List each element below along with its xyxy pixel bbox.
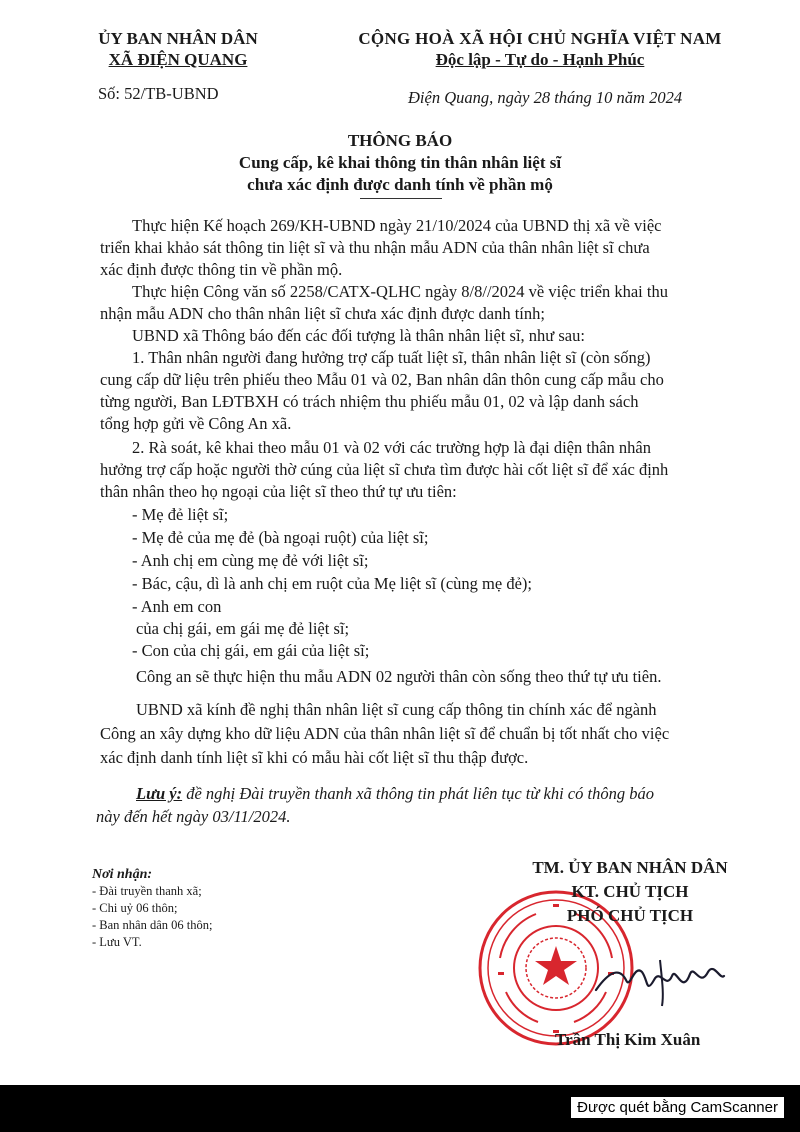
- note-label: Lưu ý:: [136, 784, 183, 803]
- body-line: Công an xây dựng kho dữ liệu ADN của thân nhân liệt sĩ để chuẩn bị tốt nhất cho việc: [100, 724, 670, 743]
- body-line: UBND xã kính đề nghị thân nhân liệt sĩ cung cấp thông tin chính xác để ngành: [136, 700, 657, 719]
- title-underline: [360, 198, 442, 199]
- country-name: CỘNG HOÀ XÃ HỘI CHỦ NGHĨA VIỆT NAM: [358, 29, 722, 48]
- recipients-heading: Nơi nhận:: [92, 867, 153, 882]
- body-line: UBND xã Thông báo đến các đối tượng là thân nhân liệt sĩ, như sau:: [132, 326, 585, 345]
- national-motto: [305, 28, 775, 70]
- recipient-item: - Đài truyền thanh xã;: [92, 884, 202, 898]
- recipient-item: - Ban nhân dân 06 thôn;: [92, 918, 213, 932]
- body-line: Công an sẽ thực hiện thu mẫu ADN 02 người thân còn sống theo thứ tự ưu tiên.: [136, 667, 662, 686]
- body-line: xác định danh tính liệt sĩ khi có mẫu hài cốt liệt sĩ thu thập được.: [100, 748, 529, 767]
- title-main: THÔNG BÁO: [347, 131, 453, 150]
- bullet-item: của chị gái, em gái mẹ đẻ liệt sĩ;: [136, 619, 350, 638]
- title-sub1: Cung cấp, kê khai thông tin thân nhân liệt sĩ: [238, 153, 562, 172]
- body-line: từng người, Ban LĐTBXH có trách nhiệm thu phiếu mẫu 01, 02 và lập danh sách: [100, 392, 639, 411]
- body-line: Thực hiện Công văn số 2258/CATX-QLHC ngày 8/8//2024 về việc triển khai thu: [132, 282, 668, 301]
- signature-line2: KT. CHỦ TỊCH: [571, 882, 689, 901]
- body-line: tổng hợp gửi về Công An xã.: [100, 414, 292, 433]
- body-line: hưởng trợ cấp hoặc người thờ cúng của liệt sĩ chưa tìm được hài cốt liệt sĩ để xác định: [100, 460, 669, 479]
- body-line: triển khai khảo sát thông tin liệt sĩ và thu nhận mẫu ADN của thân nhân liệt sĩ chưa: [100, 238, 650, 257]
- body-line: xác định được thông tin về phần mộ.: [100, 260, 343, 279]
- bullet-item: - Mẹ đẻ của mẹ đẻ (bà ngoại ruột) của liệt sĩ;: [132, 528, 429, 547]
- body-line: cung cấp dữ liệu trên phiếu theo Mẫu 01 và 02, Ban nhân dân thôn cung cấp mẫu cho: [100, 370, 664, 389]
- body-line: Thực hiện Kế hoạch 269/KH-UBND ngày 21/10/2024 của UBND thị xã về việc: [132, 216, 662, 235]
- signature-block: [480, 856, 780, 928]
- document-number: Số: 52/TB-UBND: [98, 84, 219, 103]
- signer-name: Trần Thị Kim Xuân: [555, 1030, 701, 1049]
- body-line: 2. Rà soát, kê khai theo mẫu 01 và 02 với các trường hợp là đại diện thân nhân: [132, 438, 651, 457]
- recipients: [92, 866, 212, 951]
- body-line: 1. Thân nhân người đang hưởng trợ cấp tuất liệt sĩ, thân nhân liệt sĩ (còn sống): [132, 348, 651, 367]
- note-text: đề nghị Đài truyền thanh xã thông tin phát liên tục từ khi có thông báo: [182, 784, 654, 803]
- date-line: Điện Quang, ngày 28 tháng 10 năm 2024: [408, 88, 683, 107]
- bullet-item: - Anh chị em cùng mẹ đẻ với liệt sĩ;: [132, 551, 369, 570]
- issuer-line1: ỦY BAN NHÂN DÂN: [98, 29, 258, 48]
- bullet-item: - Con của chị gái, em gái của liệt sĩ;: [132, 641, 370, 660]
- note-line: [136, 784, 654, 804]
- scanner-watermark: Được quét bằng CamScanner: [571, 1097, 784, 1118]
- signature-line1: TM. ỦY BAN NHÂN DÂN: [532, 858, 728, 877]
- body-line: thân nhân theo họ ngoại của liệt sĩ theo thứ tự ưu tiên:: [100, 482, 457, 501]
- motto: Độc lập - Tự do - Hạnh Phúc: [435, 50, 645, 69]
- title-block: [60, 130, 740, 196]
- recipient-item: - Chi uỷ 06 thôn;: [92, 901, 178, 915]
- bullet-item: - Bác, cậu, dì là anh chị em ruột của Mẹ liệt sĩ (cùng mẹ đẻ);: [132, 574, 532, 593]
- bullet-item: - Mẹ đẻ liệt sĩ;: [132, 505, 229, 524]
- recipient-item: - Lưu VT.: [92, 935, 142, 949]
- body-line: nhận mẫu ADN cho thân nhân liệt sĩ chưa xác định được danh tính;: [100, 304, 545, 323]
- bullet-item: - Anh em con: [132, 597, 222, 616]
- handwritten-signature: [590, 950, 730, 1010]
- issuer-block: [62, 28, 294, 70]
- issuer-line2: XÃ ĐIỆN QUANG: [108, 50, 248, 69]
- note-line: này đến hết ngày 03/11/2024.: [96, 807, 291, 826]
- signature-line3: PHÓ CHỦ TỊCH: [566, 906, 694, 925]
- title-sub2: chưa xác định được danh tính về phần mộ: [247, 175, 553, 194]
